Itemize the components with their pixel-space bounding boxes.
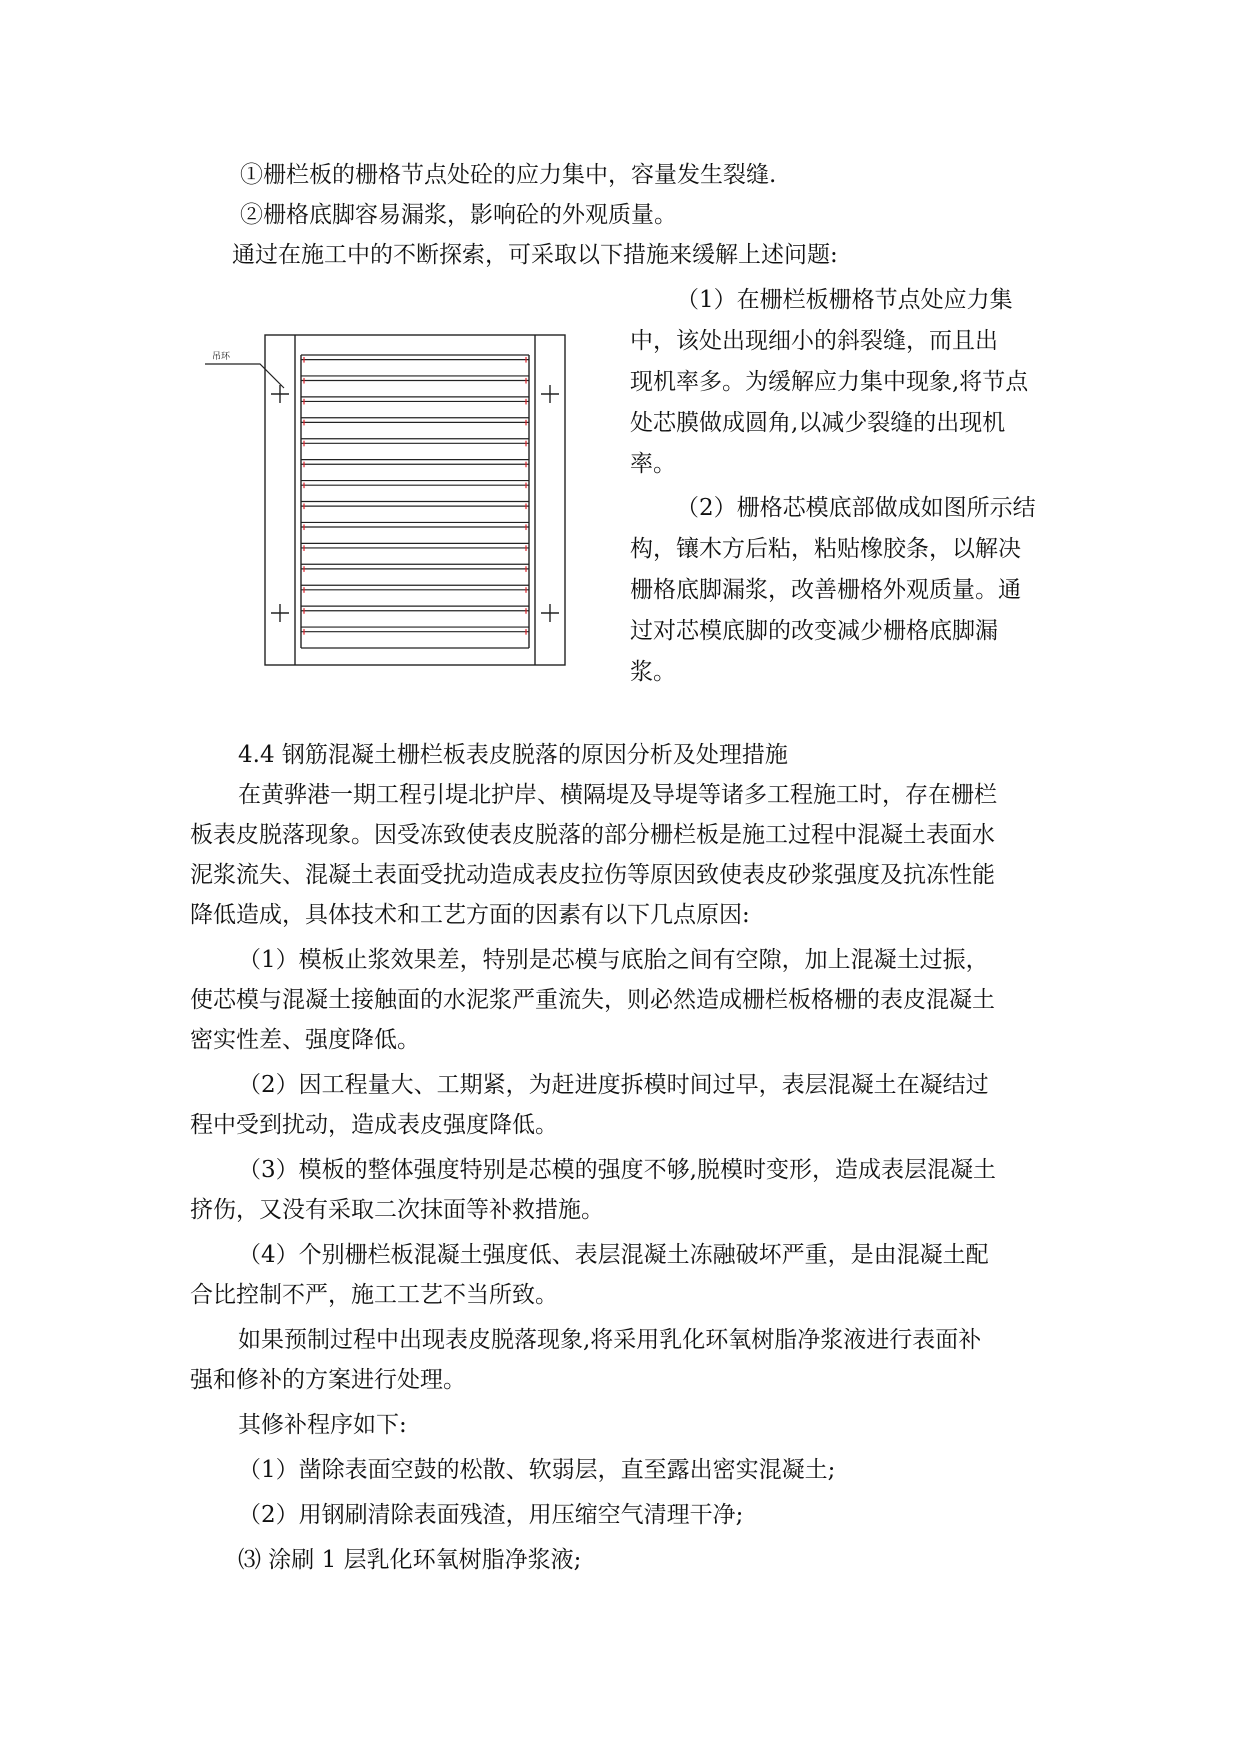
- body-line: （4）个别栅栏板混凝土强度低、表层混凝土冻融破坏严重，是由混凝土配: [238, 1242, 989, 1268]
- body-line: （1）模板止浆效果差，特别是芯模与底胎之间有空隙，加上混凝土过振，: [238, 947, 989, 973]
- intro-lead: 通过在施工中的不断探索，可采取以下措施来缓解上述问题:: [232, 242, 838, 268]
- side-line: 构，镶木方后粘，粘贴橡胶条，以解决: [630, 536, 1021, 562]
- body-line: 其修补程序如下:: [238, 1412, 407, 1438]
- side-line: 中，该处出现细小的斜裂缝，而且出: [630, 328, 998, 354]
- body-line: （2）用钢刷清除表面残渣，用压缩空气清理干净;: [238, 1502, 744, 1528]
- lifting-ring-label: 吊环: [212, 352, 231, 362]
- body-line: （2）因工程量大、工期紧，为赶进度拆模时间过早，表层混凝土在凝结过: [238, 1072, 989, 1098]
- body-line: 泥浆流失、混凝土表面受扰动造成表皮拉伤等原因致使表皮砂浆强度及抗冻性能: [190, 862, 995, 888]
- side-line: 栅格底脚漏浆，改善栅格外观质量。通: [630, 577, 1021, 603]
- body-line: 挤伤，又没有采取二次抹面等补救措施。: [190, 1197, 604, 1223]
- side-line: 过对芯模底脚的改变减少栅格底脚漏: [630, 618, 998, 644]
- body-line: 程中受到扰动，造成表皮强度降低。: [190, 1112, 558, 1138]
- body-line: 板表皮脱落现象。因受冻致使表皮脱落的部分栅栏板是施工过程中混凝土表面水: [190, 822, 995, 848]
- body-line: 如果预制过程中出现表皮脱落现象,将采用乳化环氧树脂净浆液进行表面补: [238, 1327, 982, 1353]
- intro-item-1: ①栅栏板的栅格节点处砼的应力集中，容量发生裂缝.: [240, 162, 777, 188]
- intro-item-2: ②栅格底脚容易漏浆，影响砼的外观质量。: [240, 202, 677, 228]
- body-line: 在黄骅港一期工程引堤北护岸、横隔堤及导堤等诸多工程施工时，存在栅栏: [238, 782, 997, 808]
- section-heading: 4.4 钢筋混凝土栅栏板表皮脱落的原因分析及处理措施: [238, 742, 788, 768]
- side-line: （1）在栅栏板栅格节点处应力集: [676, 287, 1013, 313]
- side-line: 率。: [630, 451, 676, 477]
- body-line: 合比控制不严，施工工艺不当所致。: [190, 1282, 558, 1308]
- body-line: （1）凿除表面空鼓的松散、软弱层，直至露出密实混凝土;: [238, 1457, 836, 1483]
- body-line: 使芯模与混凝土接触面的水泥浆严重流失，则必然造成栅栏板格栅的表皮混凝土: [190, 987, 995, 1013]
- side-line: 处芯膜做成圆角,以减少裂缝的出现机: [630, 410, 1006, 436]
- side-line: （2）栅格芯模底部做成如图所示结: [676, 495, 1036, 521]
- grating-panel-diagram: [200, 330, 590, 670]
- body-line: ⑶ 涂刷 1 层乳化环氧树脂净浆液;: [238, 1547, 582, 1573]
- side-line: 浆。: [630, 659, 676, 685]
- body-line: 强和修补的方案进行处理。: [190, 1367, 466, 1393]
- side-line: 现机率多。为缓解应力集中现象,将节点: [630, 369, 1029, 395]
- body-line: 密实性差、强度降低。: [190, 1027, 420, 1053]
- body-line: （3）模板的整体强度特别是芯模的强度不够,脱模时变形，造成表层混凝土: [238, 1157, 996, 1183]
- body-line: 降低造成，具体技术和工艺方面的因素有以下几点原因:: [190, 902, 750, 928]
